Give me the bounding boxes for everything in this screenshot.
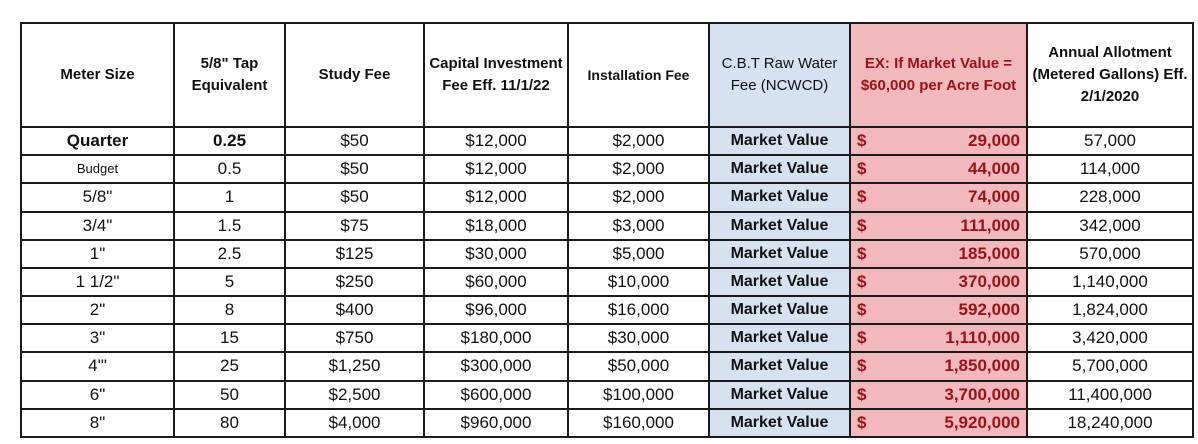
- installation-fee-cell: $50,000: [568, 352, 709, 380]
- header-study-fee: Study Fee: [285, 23, 424, 127]
- annual-allotment-cell: 1,140,000: [1027, 268, 1193, 296]
- cbt-fee-cell: Market Value: [709, 183, 850, 211]
- table-row: [21, 155, 1193, 183]
- capital-fee-cell: $12,000: [424, 155, 568, 183]
- cbt-fee-cell: Market Value: [709, 296, 850, 324]
- annual-allotment-cell: 1,824,000: [1027, 296, 1193, 324]
- market-value-example-cell: [850, 183, 1027, 211]
- study-fee-cell: $50: [285, 155, 424, 183]
- dollar-sign: $: [857, 131, 867, 151]
- cbt-fee-cell: Market Value: [709, 409, 850, 437]
- example-value: 370,000: [958, 271, 1020, 291]
- capital-fee-cell: $12,000: [424, 127, 568, 155]
- dollar-sign: $: [857, 300, 867, 320]
- example-amount: [857, 269, 1020, 295]
- study-fee-cell: $75: [285, 212, 424, 240]
- dollar-sign: $: [857, 412, 867, 432]
- header-market-value-example: [850, 23, 1027, 127]
- example-amount: [857, 184, 1020, 210]
- table-row: [21, 268, 1193, 296]
- dollar-sign: $: [857, 215, 867, 235]
- example-amount: [857, 213, 1020, 239]
- market-value-example-cell: [850, 352, 1027, 380]
- dollar-sign: $: [857, 271, 867, 291]
- water-tap-fee-table: [20, 22, 1194, 438]
- installation-fee-cell: $2,000: [568, 183, 709, 211]
- example-value: 185,000: [958, 243, 1020, 263]
- installation-fee-cell: $30,000: [568, 324, 709, 352]
- example-amount: [857, 156, 1020, 182]
- meter-size-cell: 5/8": [21, 183, 174, 211]
- installation-fee-cell: $2,000: [568, 127, 709, 155]
- study-fee-cell: $400: [285, 296, 424, 324]
- dollar-sign: $: [857, 328, 867, 348]
- header-ex-line2: $60,000 per Acre Foot: [860, 77, 1017, 94]
- tap-equivalent-cell: 1: [174, 183, 285, 211]
- example-value: 1,850,000: [944, 356, 1020, 376]
- capital-fee-cell: $300,000: [424, 352, 568, 380]
- table-row: [21, 409, 1193, 437]
- study-fee-cell: $50: [285, 127, 424, 155]
- cbt-fee-cell: Market Value: [709, 127, 850, 155]
- dollar-sign: $: [857, 356, 867, 376]
- cbt-fee-cell: Market Value: [709, 268, 850, 296]
- meter-size-cell: 1": [21, 240, 174, 268]
- tap-equivalent-cell: 50: [174, 381, 285, 409]
- header-annual-allotment: Annual Allotment (Metered Gallons) Eff. 2/1/2020: [1027, 23, 1193, 127]
- example-value: 44,000: [968, 159, 1020, 179]
- table-row: [21, 212, 1193, 240]
- market-value-example-cell: [850, 381, 1027, 409]
- annual-allotment-cell: 18,240,000: [1027, 409, 1193, 437]
- study-fee-cell: $2,500: [285, 381, 424, 409]
- capital-fee-cell: $960,000: [424, 409, 568, 437]
- example-value: 1,110,000: [945, 328, 1020, 348]
- example-value: 74,000: [968, 187, 1020, 207]
- market-value-example-cell: [850, 324, 1027, 352]
- installation-fee-cell: $100,000: [568, 381, 709, 409]
- table-row: [21, 324, 1193, 352]
- annual-allotment-cell: 11,400,000: [1027, 381, 1193, 409]
- tap-equivalent-cell: 15: [174, 324, 285, 352]
- meter-size-cell: 4'": [21, 352, 174, 380]
- tap-equivalent-cell: 1.5: [174, 212, 285, 240]
- capital-fee-cell: $30,000: [424, 240, 568, 268]
- header-ex-line1: EX: If Market Value =: [864, 55, 1013, 72]
- example-amount: [857, 325, 1020, 351]
- annual-allotment-cell: 114,000: [1027, 155, 1193, 183]
- header-installation-fee: Installation Fee: [568, 23, 709, 127]
- capital-fee-cell: $18,000: [424, 212, 568, 240]
- header-capital-investment-fee: Capital Investment Fee Eff. 11/1/22: [424, 23, 568, 127]
- capital-fee-cell: $60,000: [424, 268, 568, 296]
- example-value: 5,920,000: [944, 412, 1020, 432]
- meter-size-cell: Quarter: [21, 127, 174, 155]
- table-row: [21, 381, 1193, 409]
- study-fee-cell: $125: [285, 240, 424, 268]
- table-row: [21, 352, 1193, 380]
- installation-fee-cell: $5,000: [568, 240, 709, 268]
- example-amount: [857, 241, 1020, 267]
- annual-allotment-cell: 342,000: [1027, 212, 1193, 240]
- market-value-example-cell: [850, 296, 1027, 324]
- example-amount: [857, 128, 1020, 154]
- tap-equivalent-cell: 0.5: [174, 155, 285, 183]
- example-amount: [857, 410, 1020, 436]
- market-value-example-cell: [850, 240, 1027, 268]
- capital-fee-cell: $600,000: [424, 381, 568, 409]
- tap-equivalent-cell: 25: [174, 352, 285, 380]
- study-fee-cell: $1,250: [285, 352, 424, 380]
- table-body: [21, 127, 1193, 437]
- market-value-example-cell: [850, 155, 1027, 183]
- annual-allotment-cell: 3,420,000: [1027, 324, 1193, 352]
- meter-size-cell: 8": [21, 409, 174, 437]
- header-meter-size: Meter Size: [21, 23, 174, 127]
- dollar-sign: $: [857, 243, 867, 263]
- example-amount: [857, 353, 1020, 379]
- tap-equivalent-cell: 0.25: [174, 127, 285, 155]
- installation-fee-cell: $3,000: [568, 212, 709, 240]
- annual-allotment-cell: 5,700,000: [1027, 352, 1193, 380]
- market-value-example-cell: [850, 268, 1027, 296]
- meter-size-cell: 2": [21, 296, 174, 324]
- meter-size-cell: 6": [21, 381, 174, 409]
- example-value: 29,000: [968, 131, 1020, 151]
- table-row: [21, 127, 1193, 155]
- example-value: 111,000: [960, 215, 1020, 235]
- meter-size-cell: 3": [21, 324, 174, 352]
- header-cbt-raw-water-fee: C.B.T Raw Water Fee (NCWCD): [709, 23, 850, 127]
- installation-fee-cell: $160,000: [568, 409, 709, 437]
- cbt-fee-cell: Market Value: [709, 240, 850, 268]
- dollar-sign: $: [857, 384, 867, 404]
- dollar-sign: $: [857, 187, 867, 207]
- cbt-fee-cell: Market Value: [709, 212, 850, 240]
- market-value-example-cell: [850, 127, 1027, 155]
- table-row: [21, 183, 1193, 211]
- installation-fee-cell: $2,000: [568, 155, 709, 183]
- cbt-fee-cell: Market Value: [709, 155, 850, 183]
- study-fee-cell: $750: [285, 324, 424, 352]
- cbt-fee-cell: Market Value: [709, 324, 850, 352]
- annual-allotment-cell: 570,000: [1027, 240, 1193, 268]
- capital-fee-cell: $12,000: [424, 183, 568, 211]
- study-fee-cell: $4,000: [285, 409, 424, 437]
- market-value-example-cell: [850, 212, 1027, 240]
- annual-allotment-cell: 228,000: [1027, 183, 1193, 211]
- example-amount: [857, 382, 1020, 408]
- tap-equivalent-cell: 5: [174, 268, 285, 296]
- table-row: [21, 296, 1193, 324]
- table-row: [21, 240, 1193, 268]
- study-fee-cell: $50: [285, 183, 424, 211]
- capital-fee-cell: $180,000: [424, 324, 568, 352]
- installation-fee-cell: $10,000: [568, 268, 709, 296]
- cbt-fee-cell: Market Value: [709, 381, 850, 409]
- study-fee-cell: $250: [285, 268, 424, 296]
- tap-equivalent-cell: 2.5: [174, 240, 285, 268]
- annual-allotment-cell: 57,000: [1027, 127, 1193, 155]
- header-tap-equivalent: 5/8" Tap Equivalent: [174, 23, 285, 127]
- meter-size-cell: 1 1/2": [21, 268, 174, 296]
- meter-size-cell: 3/4": [21, 212, 174, 240]
- cbt-fee-cell: Market Value: [709, 352, 850, 380]
- installation-fee-cell: $16,000: [568, 296, 709, 324]
- dollar-sign: $: [857, 159, 867, 179]
- example-amount: [857, 297, 1020, 323]
- meter-size-cell: Budget: [21, 155, 174, 183]
- header-row: [21, 23, 1193, 127]
- tap-equivalent-cell: 8: [174, 296, 285, 324]
- example-value: 3,700,000: [944, 384, 1020, 404]
- capital-fee-cell: $96,000: [424, 296, 568, 324]
- example-value: 592,000: [958, 300, 1020, 320]
- tap-equivalent-cell: 80: [174, 409, 285, 437]
- market-value-example-cell: [850, 409, 1027, 437]
